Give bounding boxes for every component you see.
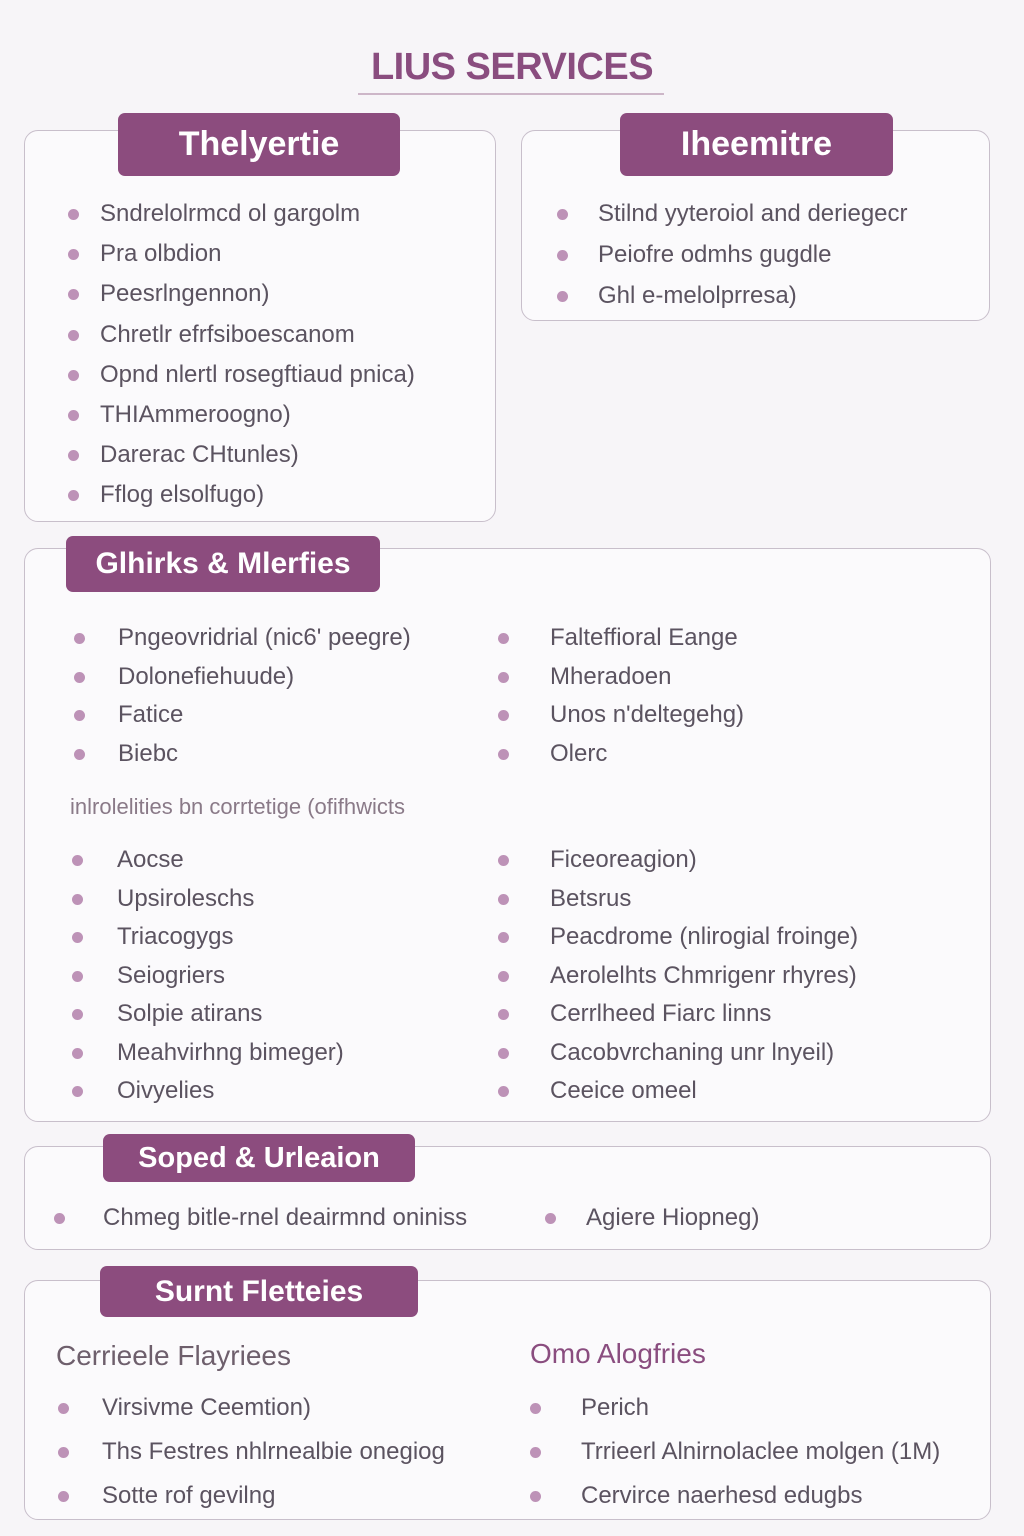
list-item: Cerrlheed Fiarc linns (498, 995, 858, 1034)
surnt-tab: Surnt Fletteies (100, 1266, 418, 1317)
list-item: Triacogygs (72, 918, 344, 957)
list-item: Ths Festres nhlrnealbie onegiog (58, 1430, 445, 1474)
list-item: Pra olbdion (68, 234, 415, 274)
list-item: Mheradoen (498, 658, 744, 697)
bullet-icon (74, 749, 85, 760)
bullet-icon (498, 1086, 509, 1097)
list-item: Darerac CHtunles) (68, 435, 415, 475)
clinics-list-right (498, 619, 744, 773)
bullet-icon (530, 1403, 541, 1414)
bullet-icon (68, 209, 79, 220)
list-item: Peiofre odmhs gugdle (557, 234, 908, 275)
bullet-icon (498, 1009, 509, 1020)
bullet-icon (545, 1213, 556, 1224)
bullet-icon (498, 710, 509, 721)
list-item: Seiogriers (72, 957, 344, 996)
surnt-right-heading: Omo Alogfries (530, 1338, 706, 1369)
bullet-icon (498, 633, 509, 644)
list-item: Olerc (498, 735, 744, 774)
therapeutic-tab: Thelyertie (118, 113, 400, 176)
bullet-icon (74, 633, 85, 644)
list-item: Peacdrome (nlirogial froinge) (498, 918, 858, 957)
bullet-icon (498, 1048, 509, 1059)
therapeutic-list (68, 194, 415, 516)
bullet-icon (68, 249, 79, 260)
bullet-icon (54, 1213, 65, 1224)
list-item: Ceeice omeel (498, 1072, 858, 1111)
list-item: Cacobvrchaning unr lnyeil) (498, 1034, 858, 1073)
title-underline (358, 93, 664, 95)
list-item: Pngeovridrial (nic6' peegre) (74, 619, 411, 658)
bullet-icon (530, 1491, 541, 1502)
clinics-subheading: inlrolelities bn corrtetige (ofifhwicts (70, 794, 406, 819)
clinics-list-right-2 (498, 841, 858, 1111)
inhemitre-list (557, 193, 908, 316)
bullet-icon (498, 932, 509, 943)
bullet-icon (72, 932, 83, 943)
soped-tab: Soped & Urleaion (103, 1134, 415, 1182)
bullet-icon (498, 971, 509, 982)
list-item: Betsrus (498, 880, 858, 919)
bullet-icon (530, 1447, 541, 1458)
bullet-icon (498, 894, 509, 905)
clinics-list-left-2 (72, 841, 344, 1111)
list-item: Dolonefiehuude) (74, 658, 411, 697)
soped-list-left (54, 1198, 467, 1238)
bullet-icon (557, 209, 568, 220)
bullet-icon (68, 330, 79, 341)
surnt-left-heading: Cerrieele Flayriees (56, 1340, 291, 1371)
surnt-list-right (530, 1386, 940, 1518)
list-item: Chretlr efrfsiboescanom (68, 315, 415, 355)
bullet-icon (72, 1048, 83, 1059)
bullet-icon (58, 1403, 69, 1414)
list-item: Cervirce naerhesd edugbs (530, 1474, 940, 1518)
list-item: Oivyelies (72, 1072, 344, 1111)
bullet-icon (68, 370, 79, 381)
list-item: THIAmmeroogno) (68, 395, 415, 435)
list-item: Biebc (74, 735, 411, 774)
bullet-icon (72, 971, 83, 982)
list-item: Chmeg bitle-rnel deairmnd oniniss (54, 1198, 467, 1238)
bullet-icon (557, 291, 568, 302)
list-item: Agiere Hiopneg) (545, 1198, 759, 1238)
bullet-icon (58, 1447, 69, 1458)
bullet-icon (72, 1009, 83, 1020)
list-item: Stilnd yyteroiol and deriegecr (557, 193, 908, 234)
list-item: Aerolelhts Chmrigenr rhyres) (498, 957, 858, 996)
list-item: Upsiroleschs (72, 880, 344, 919)
list-item: Fatice (74, 696, 411, 735)
list-item: Aocse (72, 841, 344, 880)
list-item: Ghl e-melolprresa) (557, 275, 908, 316)
list-item: Ficeoreagion) (498, 841, 858, 880)
surnt-list-left (58, 1386, 445, 1518)
bullet-icon (68, 490, 79, 501)
bullet-icon (498, 672, 509, 683)
bullet-icon (498, 855, 509, 866)
list-item: Falteffioral Eange (498, 619, 744, 658)
list-item: Meahvirhng bimeger) (72, 1034, 344, 1073)
bullet-icon (557, 250, 568, 261)
list-item: Trrieerl Alnirnolaclee molgen (1M) (530, 1430, 940, 1474)
list-item: Sndrelolrmcd ol gargolm (68, 194, 415, 234)
bullet-icon (72, 894, 83, 905)
bullet-icon (58, 1491, 69, 1502)
bullet-icon (68, 410, 79, 421)
clinics-tab: Glhirks & Mlerfies (66, 536, 380, 592)
bullet-icon (68, 289, 79, 300)
bullet-icon (74, 672, 85, 683)
soped-list-right (545, 1198, 759, 1238)
bullet-icon (72, 855, 83, 866)
bullet-icon (68, 450, 79, 461)
list-item: Peesrlngennon) (68, 274, 415, 314)
list-item: Perich (530, 1386, 940, 1430)
bullet-icon (74, 710, 85, 721)
bullet-icon (72, 1086, 83, 1097)
page-title: LIUS SERVICES (370, 46, 654, 88)
inhemitre-tab: Iheemitre (620, 113, 893, 176)
list-item: Solpie atirans (72, 995, 344, 1034)
list-item: Virsivme Ceemtion) (58, 1386, 445, 1430)
list-item: Opnd nlertl rosegftiaud pnica) (68, 355, 415, 395)
list-item: Fflog elsolfugo) (68, 475, 415, 515)
list-item: Sotte rof gevilng (58, 1474, 445, 1518)
list-item: Unos n'deltegehg) (498, 696, 744, 735)
clinics-list-left (74, 619, 411, 773)
bullet-icon (498, 749, 509, 760)
